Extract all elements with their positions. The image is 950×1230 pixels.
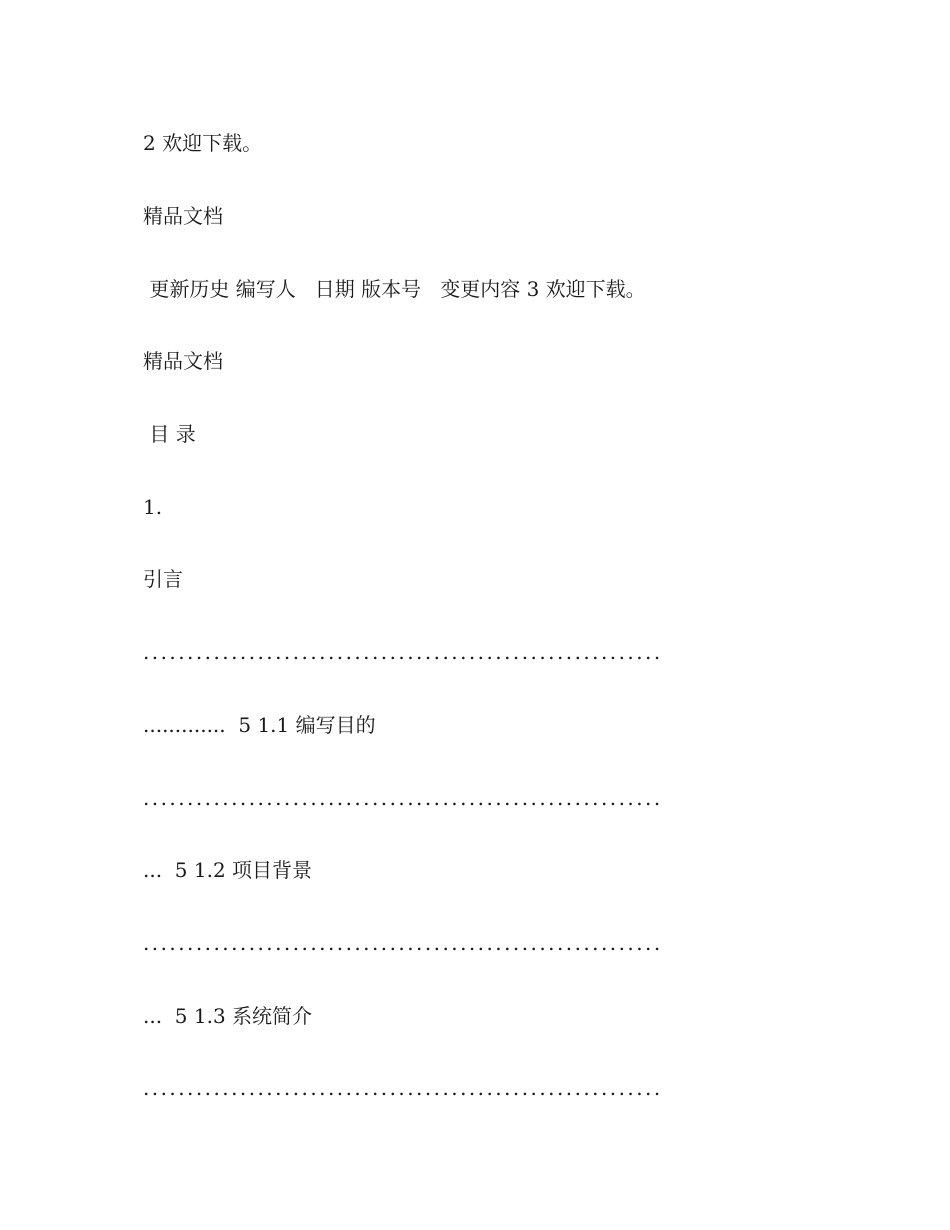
toc-entry: ............. 5 1.1 编写目的 [143, 713, 376, 737]
toc-entry: ... 5 1.3 系统简介 [143, 1004, 313, 1028]
toc-leader-dots: ........................................................... [143, 786, 663, 810]
toc-leader-dots: ........................................................... [143, 931, 663, 955]
toc-leader-dots: ........................................................... [143, 1076, 663, 1100]
revision-history-row: 更新历史 编写人 日期 版本号 变更内容 3 欢迎下载。 [143, 277, 646, 301]
toc-section-number: 1. [143, 495, 163, 519]
header-premium-document: 精品文档 [143, 204, 223, 228]
toc-leader-dots: ........................................................... [143, 640, 663, 664]
toc-entry: ... 5 1.2 项目背景 [143, 858, 313, 882]
toc-section-title: 引言 [143, 567, 183, 591]
footer-welcome-download: 2 欢迎下载。 [143, 131, 263, 155]
header-premium-document: 精品文档 [143, 349, 223, 373]
toc-heading: 目 录 [143, 422, 196, 446]
